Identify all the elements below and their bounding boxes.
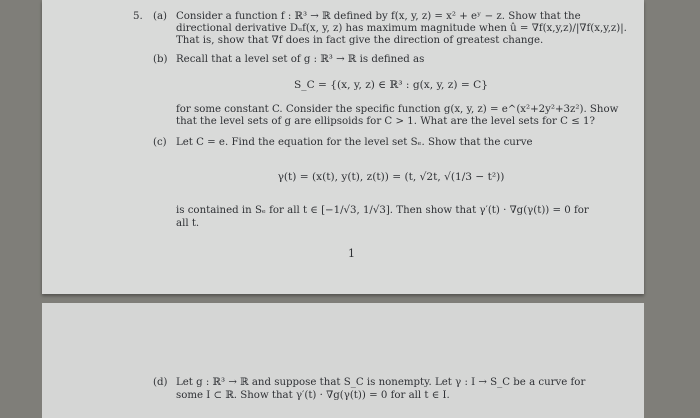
part-b-level-set-equation: S_C = {(x, y, z) ∈ ℝ³ : g(x, y, z) = C} bbox=[294, 79, 488, 91]
part-d-line-2: some I ⊂ ℝ. Show that γ′(t) · ∇g(γ(t)) = 0 for all t ∈ I. bbox=[176, 390, 450, 401]
problem-number: 5. bbox=[133, 11, 143, 22]
part-b-line-2: for some constant C. Consider the specific function g(x, y, z) = e^(x²+2y²+3z²). Show bbox=[176, 104, 619, 115]
page-sheet-1 bbox=[42, 0, 644, 294]
part-b-line-3: that the level sets of g are ellipsoids for C > 1. What are the level sets for C ≤ 1? bbox=[176, 116, 595, 127]
part-b-line-1: Recall that a level set of g : ℝ³ → ℝ is defined as bbox=[176, 54, 425, 65]
part-c-line-2: is contained in Sₑ for all t ∈ [−1/√3, 1/√3]. Then show that γ′(t) · ∇g(γ(t)) = 0 for bbox=[176, 205, 589, 216]
part-d-line-1: Let g : ℝ³ → ℝ and suppose that S_C is nonempty. Let γ : I → S_C be a curve for bbox=[176, 377, 586, 388]
page-number: 1 bbox=[348, 247, 355, 260]
page-sheet-2 bbox=[42, 303, 644, 418]
part-c-line-3: all t. bbox=[176, 218, 200, 229]
part-c-curve-equation: γ(t) = (x(t), y(t), z(t)) = (t, √2t, √(1/3 − t²)) bbox=[277, 171, 505, 183]
part-d-label: (d) bbox=[153, 377, 168, 388]
part-c-label: (c) bbox=[153, 137, 167, 148]
part-a-line-3: That is, show that ∇f does in fact give the direction of greatest change. bbox=[176, 35, 544, 46]
part-b-label: (b) bbox=[153, 54, 168, 65]
part-a-line-1: Consider a function f : ℝ³ → ℝ defined by f(x, y, z) = x² + eʸ − z. Show that the bbox=[176, 11, 581, 22]
part-a-line-2: directional derivative Dᵤf(x, y, z) has maximum magnitude when û = ∇f(x,y,z)/|∇f(x,y,z)|. bbox=[176, 23, 627, 34]
part-a-label: (a) bbox=[153, 11, 168, 22]
part-c-line-1: Let C = e. Find the equation for the level set Sₑ. Show that the curve bbox=[176, 137, 533, 148]
